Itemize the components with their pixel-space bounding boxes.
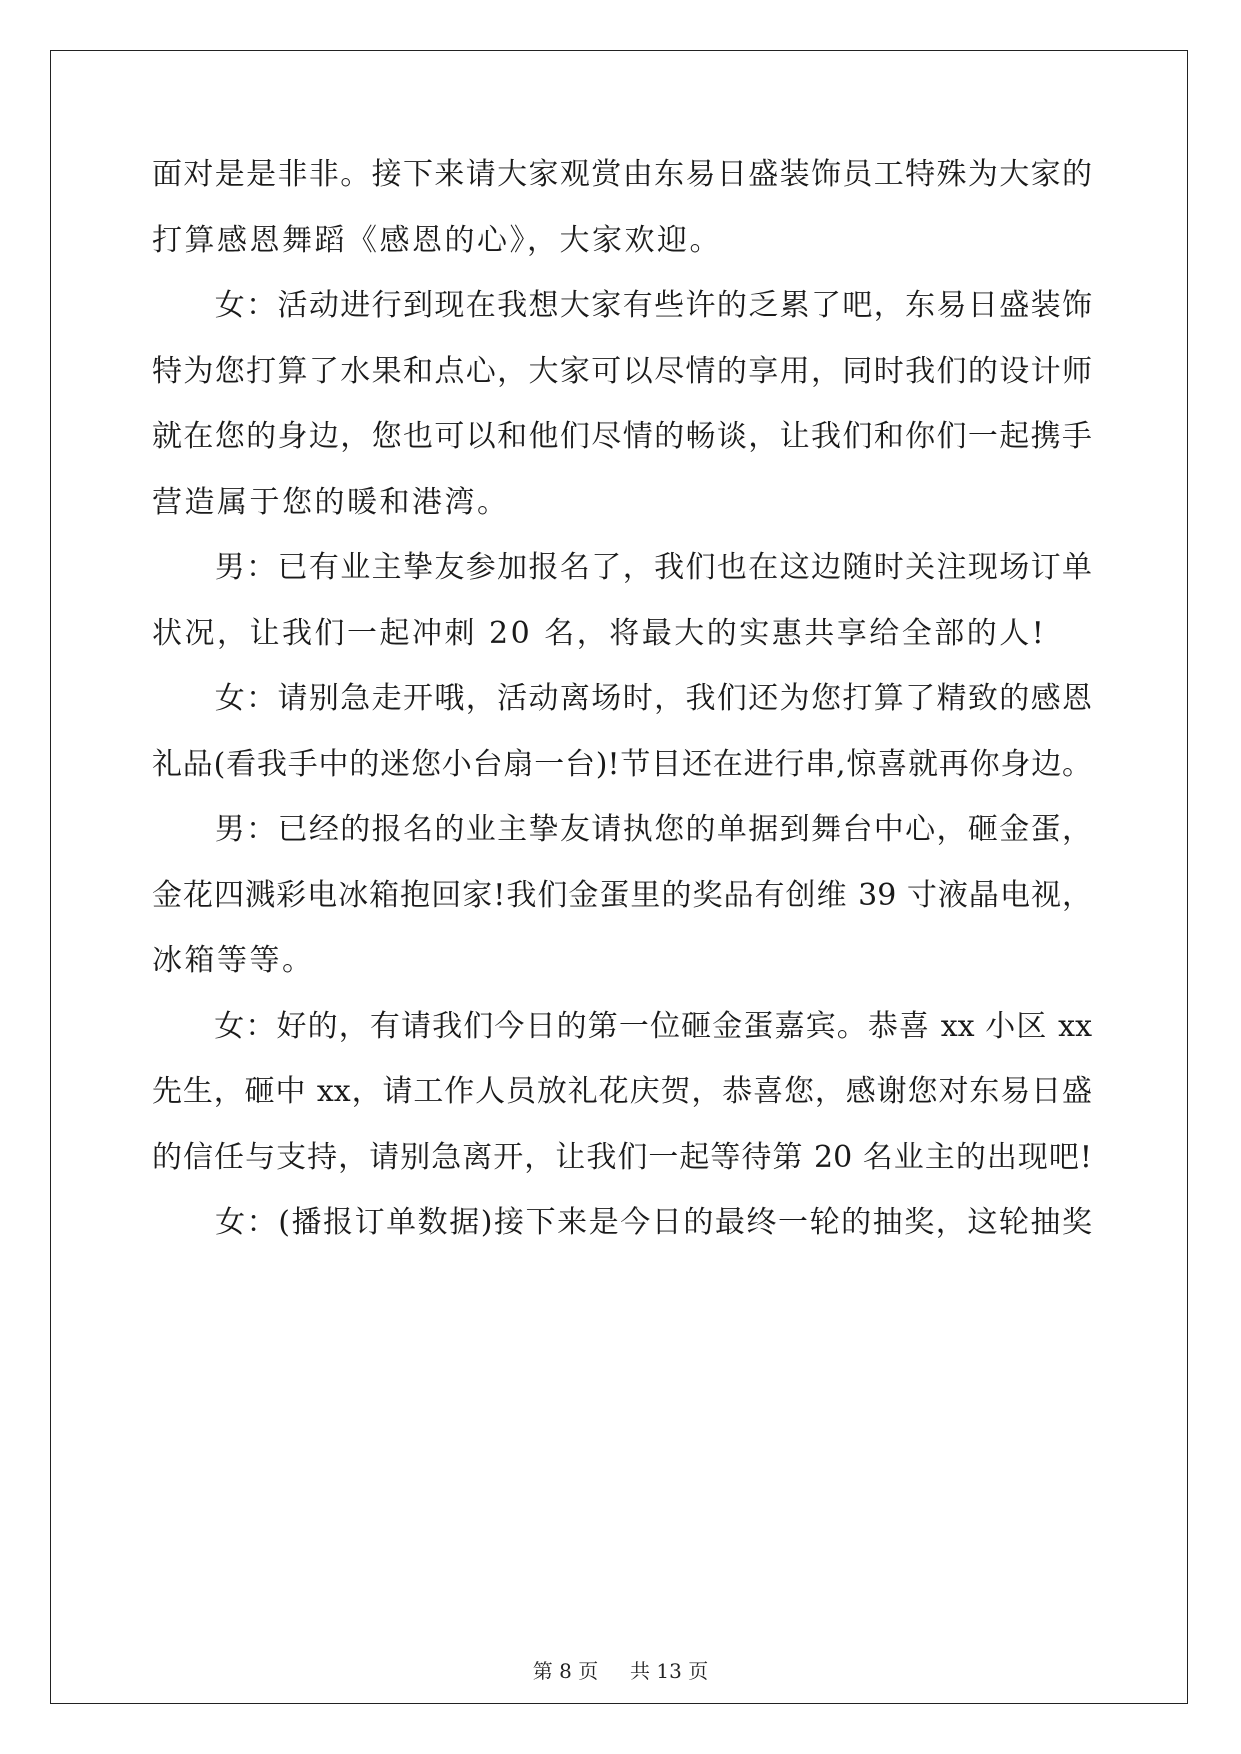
text-line: 女：请别急走开哦，活动离场时，我们还为您打算了精致的感恩 — [152, 681, 1092, 716]
text-line: 状况，让我们一起冲刺 20 名，将最大的实惠共享给全部的人! — [152, 615, 1047, 651]
page-number: 第 8 页 — [532, 1659, 599, 1683]
text-line: 男：已有业主挚友参加报名了，我们也在这边随时关注现场订单 — [152, 550, 1092, 585]
text-line: 冰箱等等。 — [152, 943, 315, 978]
text-line: 男：已经的报名的业主挚友请执您的单据到舞台中心，砸金蛋， — [152, 812, 1092, 847]
text-line: 先生，砸中 xx，请工作人员放礼花庆贺，恭喜您，感谢您对东易日盛 — [152, 1074, 1092, 1109]
text-line: 女：活动进行到现在我想大家有些许的乏累了吧，东易日盛装饰 — [152, 288, 1092, 323]
text-line: 营造属于您的暖和港湾。 — [152, 484, 510, 520]
text-line: 金花四溅彩电冰箱抱回家!我们金蛋里的奖品有创维 39 寸液晶电视， — [152, 877, 1092, 913]
text-line: 女：好的，有请我们今日的第一位砸金蛋嘉宾。恭喜 xx 小区 xx — [152, 1008, 1092, 1044]
text-line: 就在您的身边，您也可以和他们尽情的畅谈，让我们和你们一起携手 — [152, 419, 1092, 454]
text-line: 的信任与支持，请别急离开，让我们一起等待第 20 名业主的出现吧! — [152, 1139, 1092, 1175]
text-line: 打算感恩舞蹈《感恩的心》，大家欢迎。 — [152, 222, 722, 258]
text-line: 礼品(看我手中的迷您小台扇一台)!节目还在进行串,惊喜就再你身边。 — [152, 746, 1092, 782]
document-body — [152, 157, 1092, 1274]
page-footer — [0, 1655, 1241, 1684]
text-line: 面对是是非非。接下来请大家观赏由东易日盛装饰员工特殊为大家的 — [152, 157, 1092, 192]
page-total: 共 13 页 — [630, 1659, 709, 1683]
text-line: 特为您打算了水果和点心，大家可以尽情的享用，同时我们的设计师 — [152, 353, 1092, 389]
text-line: 女：(播报订单数据)接下来是今日的最终一轮的抽奖，这轮抽奖 — [152, 1205, 1092, 1240]
